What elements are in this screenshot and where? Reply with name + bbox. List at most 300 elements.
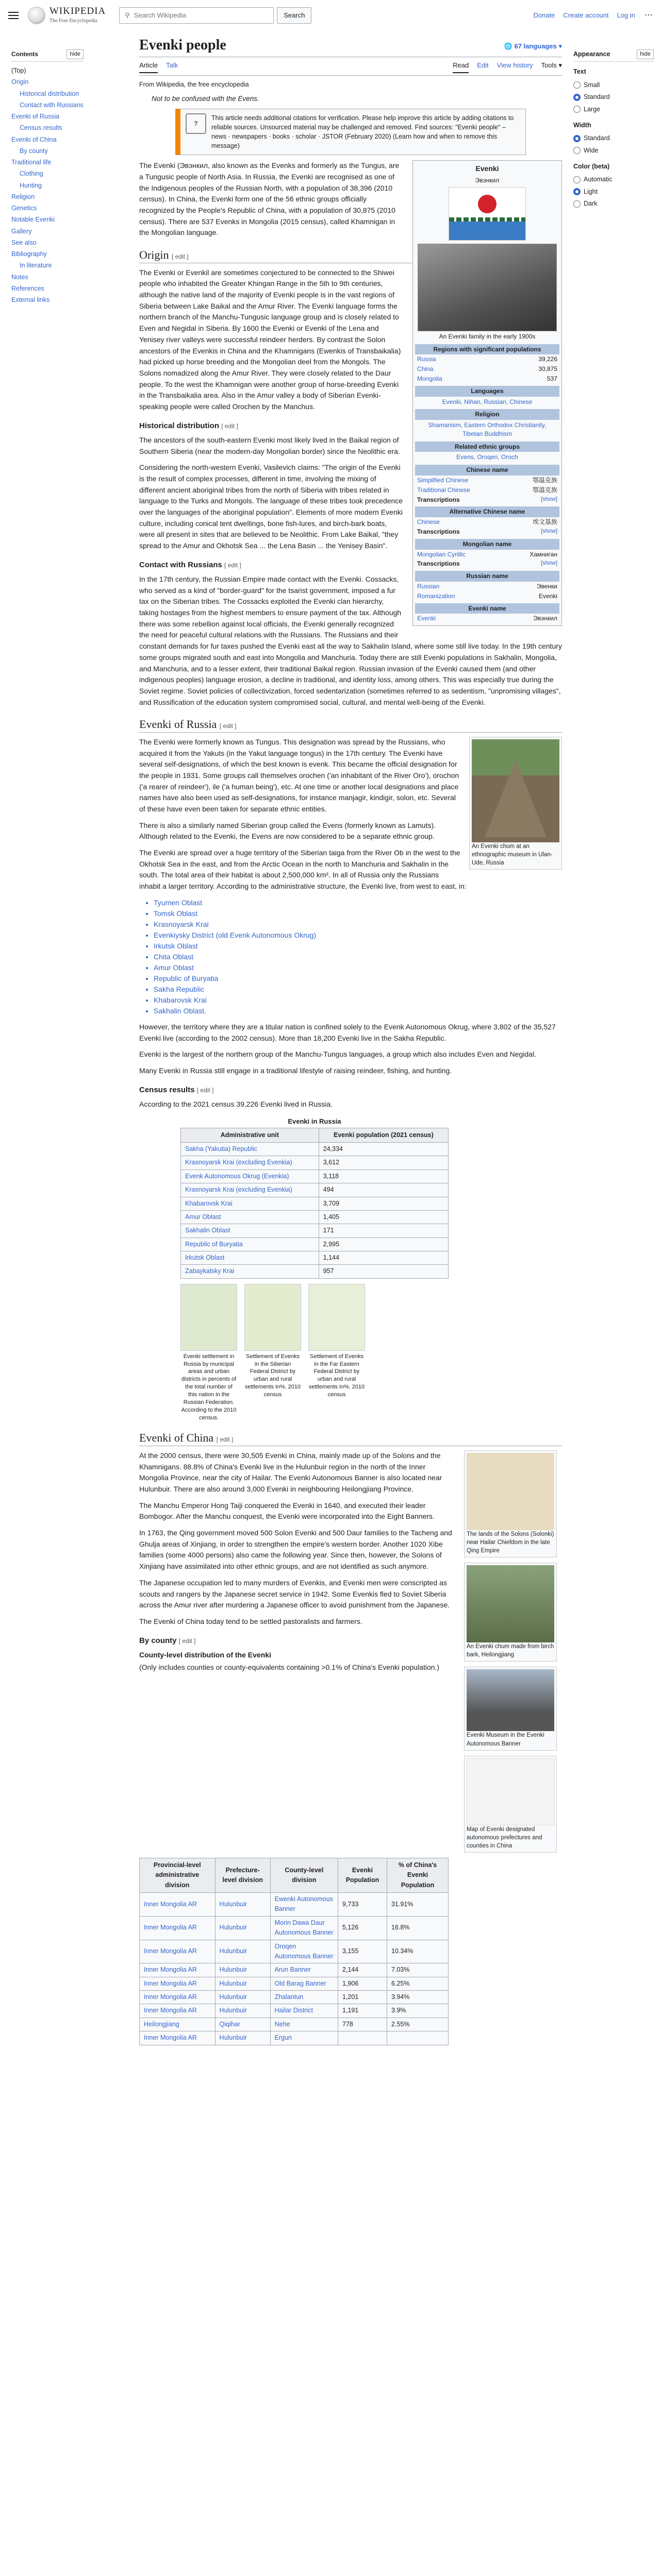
contact-paragraph: In the 17th century, the Russian Empire made contact with the Evenki. Cossacks, who served as a kind of "border-guard" for the tsarist government, imposed a fur tax on the Siberian tribes. The Cossacks exploited the Evenki clan hierarchy, taking hostages from the highest members to ensure payment of the tax. Although there was some rebellion against local officials, the Evenki generally recognized the need for peaceful cultural relations with the Russians. The Russians and their constant demands for fur taxes pushed the Evenki east all the way to Sakhalin Island, where some still live today. In the 19th century some groups migrated south and east into Mongolia and Manchuria. Today there are still Evenki populations in Sakhalin, Mongolia, and Manchuria, and to a lesser extent, their traditional Baikal region. Russian invasion of the Evenki caused them (and other indigenous peoples) language erosion, a decline in traditional, and identity loss, among others. This was especially true during the Soviet regime. Soviet policies of collectivization, forced sedentarization (sometimes referred to as sedentism, "unpromising villages", and Russification of the education system compromised social, cultural, and mental well-being of the Evenki. — [139, 575, 562, 706]
infobox-key[interactable]: Evenki — [417, 615, 436, 622]
color-label: Color (beta) — [573, 163, 610, 170]
color-options — [573, 174, 654, 210]
toc-item[interactable]: Notable Evenki — [11, 216, 55, 224]
table-cell[interactable]: Hulunbuir — [215, 1916, 270, 1940]
table-row — [140, 1991, 449, 2004]
region-item[interactable]: • Sakhalin Oblast. — [154, 1006, 562, 1016]
radio-label: Dark — [584, 200, 598, 208]
infobox-row — [415, 517, 559, 527]
citation-notice — [175, 109, 526, 156]
table-cell[interactable]: Hulunbuir — [215, 1991, 270, 2004]
chinese-transcriptions — [415, 495, 559, 505]
table-cell[interactable]: Inner Mongolia AR — [140, 1963, 216, 1977]
toc-item[interactable]: Notes — [11, 273, 28, 281]
table-cell[interactable]: Ergun — [270, 2031, 338, 2045]
table-cell[interactable]: Hulunbuir — [215, 2031, 270, 2045]
gallery-map-image[interactable] — [244, 1284, 301, 1351]
table-row — [140, 1893, 449, 1917]
table-cell — [387, 2031, 449, 2045]
census-table-wrap — [180, 1115, 449, 1279]
edit-link[interactable]: [ edit ] — [196, 1086, 214, 1094]
infobox-value: Эвенки — [536, 583, 557, 590]
religion-value[interactable]: Shamanism, Eastern Orthodox Christianity, Tibetan Buddhism — [428, 421, 547, 437]
census-gallery — [180, 1284, 562, 1422]
chinese-name-header: Chinese name — [415, 465, 559, 476]
russia-regions-list — [154, 897, 562, 1016]
column-header: County-level division — [270, 1858, 338, 1892]
table-cell[interactable]: Oroqen Autonomous Banner — [270, 1940, 338, 1963]
wikipedia-logo[interactable] — [28, 7, 45, 24]
login-link[interactable]: Log in — [617, 11, 635, 19]
toc-hide-button[interactable]: hide — [67, 49, 84, 59]
table-cell[interactable]: Heilongjiang — [140, 2018, 216, 2031]
flag-zigzag — [449, 217, 525, 222]
origin-paragraph-1: The Evenki or Evenkil are sometimes conjectured to be connected to the Shiwei people who inhabited the Greater Khingan Range in the 5th to 9th centuries, although the native land of the majority of Evenki people is in the vast regions of Siberia between Lake Baikal and the Amur River. The Evenki language forms the northern branch of the Manchu-Tungusic language group and is closely related to Even and Negidal in Siberia. By 1600 the Evenki or Evenki of the Lena and Yenisey river valleys were successful reindeer herders. By contrast the Solon ancestors of the Evenkis in China and the Khamnigans (Ewenkis of Transbaikalia) had picked up horse breeding and the Mongolian deel from the Mongols. The Solons nomadized along the Amur River. They were closely related to the Daur people. To the west the Khamnigan were another group of horse-breeding Evenki in the Transbaikalia area. Also in the Amur valley a body of Siberian Evenki-speaking people were called Orochen by the Manchus. — [139, 268, 401, 411]
infobox-row — [415, 485, 559, 495]
infobox-key[interactable]: Russian — [417, 583, 440, 590]
search-input[interactable] — [119, 7, 274, 24]
table-row — [181, 1143, 449, 1156]
toc-item[interactable]: Hunting — [20, 181, 42, 189]
table-cell[interactable]: Hailar District — [270, 2004, 338, 2018]
table-cell: 494 — [319, 1183, 448, 1197]
page-title: Evenki people — [139, 37, 226, 53]
toc-item[interactable]: Gallery — [11, 227, 32, 235]
alt-transcriptions — [415, 527, 559, 537]
table-cell: 7.03% — [387, 1963, 449, 1977]
russia-heading — [139, 717, 562, 733]
solon-map-thumb — [464, 1450, 557, 1557]
infobox-key[interactable]: Traditional Chinese — [417, 486, 470, 494]
gallery-item — [244, 1284, 301, 1422]
related-header: Related ethnic groups — [415, 442, 559, 452]
region-item[interactable]: • Sakha Republic — [154, 984, 562, 995]
regions-list — [415, 354, 559, 383]
infobox-row — [415, 354, 559, 364]
edit-link[interactable]: [ edit ] — [219, 722, 237, 730]
main-menu-icon[interactable] — [8, 12, 19, 19]
table-row — [140, 1963, 449, 1977]
evenki-name-header: Evenki name — [415, 603, 559, 614]
color-option[interactable] — [573, 174, 654, 185]
russian-rows — [415, 582, 559, 601]
radio-button[interactable] — [573, 81, 581, 89]
table-cell — [338, 2031, 387, 2045]
wordmark[interactable] — [49, 6, 106, 25]
toc-item[interactable]: Origin — [11, 78, 29, 86]
toc-item[interactable]: Evenki of China — [11, 135, 57, 143]
table-cell[interactable]: Ewenki Autonomous Banner — [270, 1893, 338, 1917]
toc-item[interactable]: External links — [11, 296, 50, 304]
china-heading-text: Evenki of China — [139, 1431, 214, 1445]
chinese-name-rows — [415, 476, 559, 495]
width-options — [573, 132, 654, 157]
infobox-native-name: Эвэнкил — [475, 176, 500, 184]
chum-shape — [485, 760, 547, 837]
radio-button[interactable] — [573, 94, 581, 101]
search-placeholder: Search Wikipedia — [134, 11, 186, 19]
gallery-map-image[interactable] — [180, 1284, 237, 1351]
site-header — [0, 0, 662, 31]
table-cell: 1,191 — [338, 2004, 387, 2018]
flag-emblem — [478, 195, 496, 213]
evenki-name-rows — [415, 614, 559, 623]
tab-edit[interactable]: Edit — [477, 61, 489, 70]
table-cell: 1,906 — [338, 1977, 387, 1990]
toc-item[interactable]: Census results — [20, 124, 62, 132]
table-row — [181, 1183, 449, 1197]
table-cell: 1,405 — [319, 1210, 448, 1224]
table-cell[interactable]: Inner Mongolia AR — [140, 1940, 216, 1963]
origin-paragraph-2: The ancestors of the south-eastern Evenki most likely lived in the Baikal region of Southern Siberia (near the modern-day Mongolian border) since the Neolithic era. — [139, 435, 400, 455]
regions-header: Regions with significant populations — [415, 344, 559, 355]
page-tabs — [139, 57, 562, 75]
table-cell[interactable]: Hulunbuir — [215, 1893, 270, 1917]
toc-item[interactable]: Bibliography — [11, 250, 47, 258]
table-row — [181, 1251, 449, 1265]
infobox-row — [415, 614, 559, 623]
radio-button[interactable] — [573, 147, 581, 154]
appearance-hide-button[interactable]: hide — [637, 49, 654, 59]
infobox-value: 30,875 — [538, 365, 557, 373]
table-cell: 2,144 — [338, 1963, 387, 1977]
mongolian-rows — [415, 550, 559, 560]
infobox-key[interactable]: Mongolia — [417, 375, 442, 382]
table-cell[interactable]: Hulunbuir — [215, 1940, 270, 1963]
table-row — [181, 1238, 449, 1251]
infobox-key[interactable]: Simplified Chinese — [417, 477, 469, 484]
radio-button[interactable] — [573, 188, 581, 195]
infobox-value: Эвэнкил — [533, 615, 557, 622]
table-row — [140, 2031, 449, 2045]
table-cell: 31.91% — [387, 1893, 449, 1917]
toc-item[interactable]: In literature — [20, 262, 52, 269]
wordmark-text: WIKIPEDIA — [49, 5, 106, 16]
infobox-value: 537 — [547, 375, 557, 382]
table-cell[interactable]: Inner Mongolia AR — [140, 2031, 216, 2045]
table-cell: 6.25% — [387, 1977, 449, 1990]
evenki-flag — [449, 187, 526, 241]
table-cell: Krasnoyarsk Krai (excluding Evenkia) — [181, 1156, 319, 1170]
infobox-value: Хамниган — [529, 550, 557, 558]
color-option[interactable] — [573, 198, 654, 210]
russia-paragraph-2: There is also a similarly named Siberian group called the Evens (formerly known as Lamuts). Although related to the Evenki, the Evens are now considered to be a separate ethnic group. — [139, 821, 436, 841]
toc-title: Contents — [11, 50, 38, 58]
table-cell[interactable]: Inner Mongolia AR — [140, 1991, 216, 2004]
table-cell: 9,733 — [338, 1893, 387, 1917]
text-size-option[interactable] — [573, 104, 654, 115]
gallery-caption: Settlement of Evenks in the Far Eastern Federal District by urban and rural settlements in%, 2010 census — [308, 1353, 365, 1398]
russia-paragraph-1: The Evenki were formerly known as Tungus. This designation was spread by the Russians, who acquired it from the Yakuts (in the Yakut language tongus) in the 17th century. The Evenki have several self-designations, of which the best known is evenk. This became the official designation for the people in 1931. Some groups call themselves orochen ('an inhabitant of the River Oro'), orochon ('a rearer of reindeer'), ile ('a human being'), etc. At one time or another local designations and place names have also been used as self-designations, for instance manjagir, kindigir, solon, etc. Several of these have even been taken for separate ethnic entities. — [139, 737, 459, 814]
toc-item[interactable]: By county — [20, 147, 48, 155]
infobox-key[interactable]: Mongolian Cyrillic — [417, 550, 466, 558]
solon-map-image[interactable] — [467, 1453, 554, 1530]
radio-label: Large — [584, 105, 600, 113]
origin-heading-text: Origin — [139, 248, 169, 262]
toc-item[interactable]: See also — [11, 239, 37, 246]
tab-view-history[interactable]: View history — [496, 61, 533, 70]
china-thumbs — [464, 1450, 562, 1858]
census-intro: According to the 2021 census 39,226 Evenki lived in Russia. — [139, 1099, 333, 1108]
china-paragraph-1: At the 2000 census, there were 30,505 Evenki in China, mainly made up of the Solons and the Khamnigans. 88.8% of China's Evenki live in the Hulunbuir region in the north of the Inner Mongolia Province, near the city of Hailar. The Evenki Autonomous Banner is also located near Hulunbuir. There are also around 3,000 Evenki in neighbouring Heilongjiang Province. — [139, 1451, 442, 1494]
toc-item[interactable]: Historical distribution — [20, 90, 79, 97]
county-map-thumb — [464, 1756, 557, 1853]
infobox-row — [415, 550, 559, 560]
toc-item[interactable]: Clothing — [20, 170, 43, 178]
languages-header: Languages — [415, 386, 559, 397]
tab-read[interactable]: Read — [453, 60, 469, 73]
search-icon: ⚲ — [125, 11, 130, 19]
table-cell: Zabaykalsky Krai — [181, 1265, 319, 1278]
russia-heading-text: Evenki of Russia — [139, 718, 217, 731]
transcriptions-label: Transcriptions — [417, 496, 460, 503]
alt-chinese-header: Alternative Chinese name — [415, 506, 559, 517]
region-item[interactable]: • Tomsk Oblast — [154, 908, 562, 919]
donate-link[interactable]: Donate — [533, 11, 555, 19]
appearance-header — [573, 49, 654, 62]
solon-map-caption: The lands of the Solons (Solonki) near Hailar Chiefdom in the late Qing Empire — [467, 1531, 554, 1554]
gallery-map-image[interactable] — [308, 1284, 365, 1351]
language-button[interactable]: 🌐 67 languages ▾ — [504, 42, 562, 50]
county-body — [140, 1893, 449, 2045]
main-content — [139, 31, 562, 2045]
hatnote: Not to be confused with the Evens. — [152, 94, 259, 103]
infobox — [412, 160, 562, 626]
museum-image[interactable] — [467, 1669, 554, 1731]
table-of-contents — [11, 49, 84, 306]
china-paragraph-4: The Japanese occupation led to many murders of Evenkis, and Evenki men were conscripted as scouts and rangers by the Japanese secret service in 1942. Some Evenkis fled to Soviet Siberia across the Amur river after murdering a Japanese officer to avoid punishment from the Japanese. — [139, 1578, 450, 1609]
toc-item[interactable]: Genetics — [11, 205, 37, 212]
toc-item[interactable]: Evenki of Russia — [11, 113, 60, 121]
infobox-key[interactable]: China — [417, 365, 434, 373]
toc-item[interactable]: References — [11, 284, 44, 292]
county-map-caption: Map of Evenki designated autonomous prefectures and counties in China — [467, 1826, 542, 1849]
table-row — [181, 1224, 449, 1238]
gallery-item — [180, 1284, 237, 1422]
heading-text: By county — [139, 1636, 177, 1645]
radio-button[interactable] — [573, 176, 581, 183]
related-value[interactable]: Evens, Oroqen, Oroch — [456, 453, 518, 461]
table-cell: Sakhalin Oblast — [181, 1224, 319, 1238]
table-cell: Sakha (Yakutia) Republic — [181, 1143, 319, 1156]
radio-label: Automatic — [584, 176, 613, 183]
gallery-caption: Settlement of Evenks in the Siberian Federal District by urban and rural settlements in%, 2010 census — [244, 1353, 301, 1398]
county-map-image[interactable] — [467, 1758, 554, 1825]
personal-tools-icon[interactable]: ⋯ — [644, 10, 653, 20]
infobox-row — [415, 364, 559, 374]
table-cell[interactable]: Zhalantun — [270, 1991, 338, 2004]
table-cell: 16.8% — [387, 1916, 449, 1940]
table-row — [140, 1916, 449, 1940]
census-table — [180, 1128, 449, 1279]
region-item[interactable]: • Krasnoyarsk Krai — [154, 919, 562, 930]
region-item[interactable]: • Republic of Buryatia — [154, 973, 562, 984]
birch-chum-thumb — [464, 1563, 557, 1662]
table-cell: Republic of Buryatia — [181, 1238, 319, 1251]
column-header: % of China's Evenki Population — [387, 1858, 449, 1892]
county-header-row — [140, 1858, 449, 1892]
tab-talk[interactable]: Talk — [166, 61, 178, 70]
table-cell[interactable]: Inner Mongolia AR — [140, 1893, 216, 1917]
table-cell: 3,709 — [319, 1197, 448, 1210]
census-heading — [139, 1084, 562, 1096]
table-row — [181, 1156, 449, 1170]
table-cell[interactable]: Old Barag Banner — [270, 1977, 338, 1990]
mongolian-header: Mongolian name — [415, 539, 559, 550]
infobox-photo[interactable] — [418, 244, 557, 331]
appearance-title: Appearance — [573, 50, 610, 58]
edit-link[interactable]: [ edit ] — [216, 1436, 234, 1444]
alt-chinese-rows — [415, 517, 559, 527]
edit-link[interactable]: [ edit ] — [171, 253, 189, 261]
chum-thumbnail — [469, 737, 562, 870]
table-cell: 1,144 — [319, 1251, 448, 1265]
radio-button[interactable] — [573, 135, 581, 142]
religion-header: Religion — [415, 409, 559, 420]
languages-value[interactable]: Evenki, Nihan, Russian, Chinese — [442, 398, 533, 405]
edit-link[interactable]: [ edit ] — [178, 1637, 196, 1645]
county-intro: County-level distribution of the Evenki — [139, 1650, 271, 1659]
infobox-row — [415, 374, 559, 384]
show-toggle[interactable]: [show] — [541, 528, 557, 535]
table-cell[interactable]: Hulunbuir — [215, 2004, 270, 2018]
region-item[interactable]: • Chita Oblast — [154, 952, 562, 962]
table-cell: Evenk Autonomous Okrug (Evenkia) — [181, 1170, 319, 1183]
width-option[interactable] — [573, 132, 654, 144]
radio-label: Light — [584, 188, 598, 195]
toc-header — [11, 49, 84, 62]
edit-link[interactable]: [ edit ] — [221, 422, 238, 430]
radio-label: Wide — [584, 146, 599, 154]
wordmark-tagline: The Free Encyclopedia — [49, 18, 97, 24]
table-row — [181, 1210, 449, 1224]
table-cell[interactable]: Inner Mongolia AR — [140, 2004, 216, 2018]
table-cell: 5,126 — [338, 1916, 387, 1940]
gallery-caption: Evenki settlement in Russia by municipal areas and urban districts in percents of the total number of this nation in the Russian Federation. According to the 2010 census. — [181, 1353, 237, 1421]
gallery-item — [308, 1284, 365, 1422]
table-cell: 957 — [319, 1265, 448, 1278]
radio-button[interactable] — [573, 200, 581, 208]
table-cell: 3,118 — [319, 1170, 448, 1183]
table-cell: 3.94% — [387, 1991, 449, 2004]
intro-paragraph: The Evenki (Эвэнкил, also known as the Evenks and formerly as the Tungus, are a Tungusic people of North Asia. In Russia, the Evenki are recognised as one of the Indigenous peoples of the Russian North, with a population of 38,396 (2010 census). In China, the Evenki form one of the 56 ethnic groups officially recognized by the People's Republic of China, with a population of 30,875 (2010 census). There are 537 Evenks in Mongolia (2015 census), called Khamnigan in the Mongolian language. — [139, 161, 400, 237]
create-account-link[interactable]: Create account — [563, 11, 609, 19]
column-header: Evenki Population — [338, 1858, 387, 1892]
table-cell: Irkutsk Oblast — [181, 1251, 319, 1265]
tab-article[interactable]: Article — [139, 60, 158, 73]
birch-chum-caption: An Evenki chum made from birch bark, Heilongjiang — [467, 1643, 554, 1658]
table-cell: 2.55% — [387, 2018, 449, 2031]
mongolian-transcriptions — [415, 559, 559, 569]
birch-chum-image[interactable] — [467, 1565, 554, 1642]
radio-label: Standard — [584, 93, 610, 101]
heading-text: Contact with Russians — [139, 560, 222, 569]
infobox-value: 39,226 — [538, 355, 557, 363]
radio-label: Standard — [584, 134, 610, 142]
china-heading — [139, 1431, 562, 1446]
width-option[interactable] — [573, 145, 654, 157]
table-row — [140, 2004, 449, 2018]
table-cell[interactable]: Nehe — [270, 2018, 338, 2031]
table-cell[interactable]: Hulunbuir — [215, 1963, 270, 1977]
infobox-row — [415, 582, 559, 591]
show-toggle[interactable]: [show] — [541, 560, 557, 567]
china-paragraph-2: The Manchu Emperor Hong Taiji conquered the Evenki in 1640, and executed their leader Bombogor. After the Manchu conquest, the Evenki were incorporated into the Eight Banners. — [139, 1501, 435, 1521]
text-size-options — [573, 79, 654, 115]
heading-text: Census results — [139, 1085, 195, 1094]
museum-thumb — [464, 1667, 557, 1750]
region-item[interactable]: • Irkutsk Oblast — [154, 941, 562, 952]
table-cell: Krasnoyarsk Krai (excluding Evenkia) — [181, 1183, 319, 1197]
table-cell: 10.34% — [387, 1940, 449, 1963]
region-item[interactable]: • Tyumen Oblast — [154, 897, 562, 908]
infobox-caption: An Evenki family in the early 1900s — [439, 332, 536, 340]
table-cell[interactable]: Morin Dawa Daur Autonomous Banner — [270, 1916, 338, 1940]
census-body — [181, 1143, 449, 1279]
heading-text: Historical distribution — [139, 421, 220, 430]
table-cell: 3,612 — [319, 1156, 448, 1170]
text-size-label: Text — [573, 68, 586, 76]
infobox-value: 埃文基族 — [532, 518, 557, 526]
russian-header: Russian name — [415, 571, 559, 582]
region-item[interactable]: • Amur Oblast — [154, 962, 562, 973]
column-header: Provincial-level administrative division — [140, 1858, 216, 1892]
table-cell: 1,201 — [338, 1991, 387, 2004]
infobox-key[interactable]: Chinese — [417, 518, 440, 526]
transcriptions-label: Transcriptions — [417, 528, 460, 536]
infobox-key[interactable]: Russia — [417, 355, 436, 363]
column-header: Administrative unit — [181, 1128, 319, 1142]
show-toggle[interactable]: [show] — [541, 496, 557, 502]
edit-link[interactable]: [ edit ] — [224, 561, 241, 569]
text-size-option[interactable] — [573, 79, 654, 91]
toc-item[interactable]: Traditional life — [11, 159, 52, 166]
column-header: Evenki population (2021 census) — [319, 1128, 448, 1142]
table-cell: 3.9% — [387, 2004, 449, 2018]
infobox-title: Evenki — [475, 164, 499, 173]
chum-photo[interactable] — [472, 739, 559, 842]
toc-item[interactable]: Contact with Russians — [20, 101, 84, 109]
table-cell: 24,334 — [319, 1143, 448, 1156]
radio-button[interactable] — [573, 106, 581, 113]
table-cell[interactable]: Hulunbuir — [215, 1977, 270, 1990]
table-cell: 778 — [338, 2018, 387, 2031]
table-cell[interactable]: Arun Banner — [270, 1963, 338, 1977]
origin-paragraph-3: Considering the north-western Evenki, Vasilevich claims: "The origin of the Evenki is the result of complex processes, different in time, involving the mixing of different ancient aboriginal tribes from the north of Siberia with tribes related in language to the Turks and Mongols. The language of these tribes took precedence over the languages of the aboriginal population". Elements of more modern Evenki culture, including conical tent dwellings, bone fish-lures, and birch-bark boats, were all present in sites that are believed to be Neolithic. From Lake Baikal, "they spread to the Amur and Okhotsk Sea ... the Lena Basin ... the Yenisey Basin". — [139, 463, 403, 550]
census-header-row — [181, 1128, 449, 1142]
toc-item[interactable]: Religion — [11, 193, 35, 200]
region-item[interactable]: • Evenkiysky District (old Evenk Autonomous Okrug) — [154, 930, 562, 941]
table-cell[interactable]: Inner Mongolia AR — [140, 1916, 216, 1940]
table-cell: 2,995 — [319, 1238, 448, 1251]
museum-caption: Evenki Museum in the Evenki Autonomous Banner — [467, 1732, 544, 1747]
table-cell[interactable]: Qiqihar — [215, 2018, 270, 2031]
radio-label: Small — [584, 81, 600, 89]
from-wikipedia: From Wikipedia, the free encyclopedia — [139, 80, 249, 88]
infobox-value: 鄂温克族 — [532, 477, 557, 484]
infobox-key[interactable]: Romanization — [417, 592, 455, 600]
tab-tools[interactable]: Tools ▾ — [541, 61, 562, 70]
text-size-option[interactable] — [573, 91, 654, 103]
color-option[interactable] — [573, 186, 654, 198]
census-caption: Evenki in Russia — [288, 1117, 341, 1125]
russia-paragraph-4: However, the territory where they are a titular nation is confined solely to the Evenk Autonomous Okrug, where 3,802 of the 35,527 Evenki live (according to the 2002 census). More than 18,200 Evenki live in the Sakha Republic. — [139, 1022, 556, 1042]
search-button[interactable]: Search — [277, 7, 311, 24]
region-item[interactable]: • Khabarovsk Krai — [154, 995, 562, 1006]
toc-item[interactable]: (Top) — [11, 67, 26, 75]
table-cell[interactable]: Inner Mongolia AR — [140, 1977, 216, 1990]
table-row — [181, 1170, 449, 1183]
